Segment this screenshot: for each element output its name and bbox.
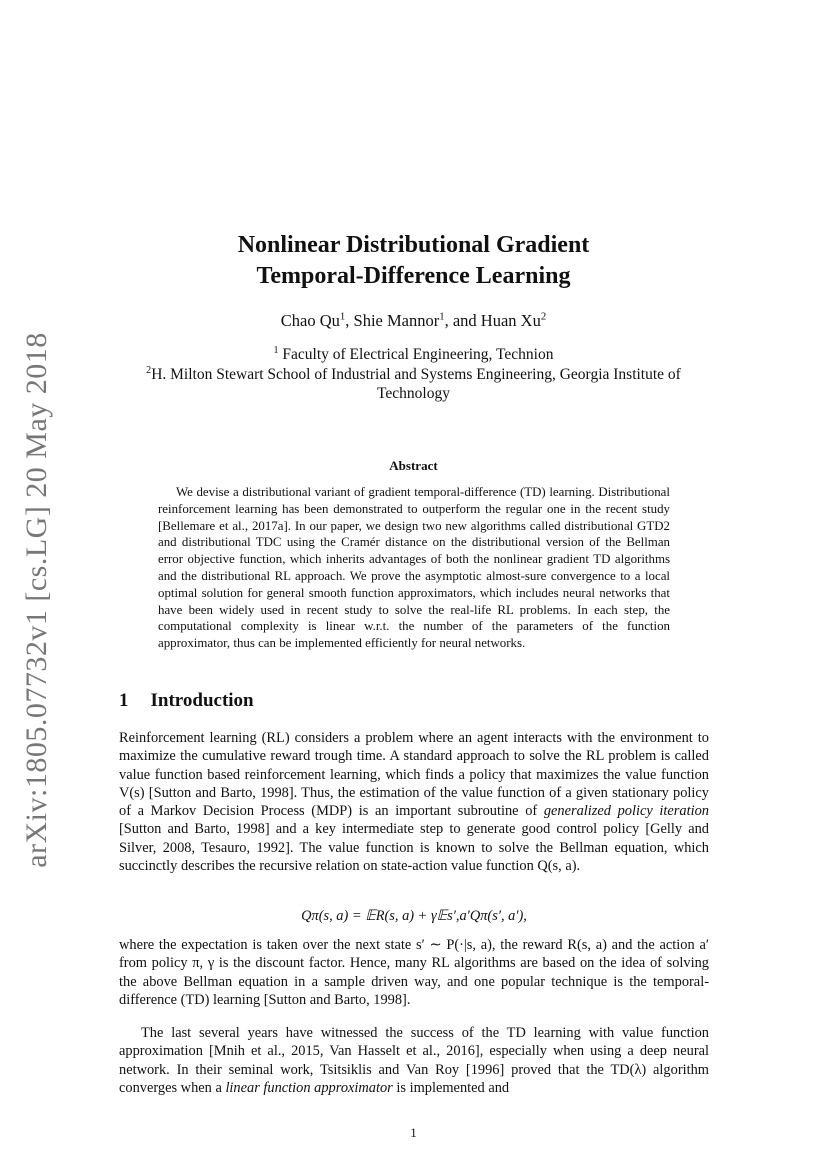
title-line-1: Nonlinear Distributional Gradient [237,232,590,258]
affiliation-text: H. Milton Stewart School of Industrial and Systems Engineering, Georgia Institute of Technology [151,365,681,402]
author-list [150,311,677,331]
emphasis-text: linear function approximator [225,1079,393,1096]
author-affiliation-mark: 1 [439,310,445,323]
intro-paragraph-2: where the expectation is taken over the next state s′ ∼ P(·|s, a), the reward R(s, a) and the action a′ from policy π, γ is the discount factor. Hence, many RL algorithms are based on the idea of solving the above Bellman equation in a sample driven way, and one popular technique is the temporal-difference (TD) learning [Sutton and Barto, 1998]. [119,937,709,1008]
paragraph-text: The last several years have witnessed the success of the TD learning with value function approximation [Mnih et al., 2015, Van Hasselt et al., 2016], especially when using a deep neural network. In their seminal work, Tsitsiklis and Van Roy [1996] proved that the TD(λ) algorithm converges when a [119,1025,709,1096]
affiliation-2 [120,365,707,404]
paper-title [150,230,677,292]
author-name: Chao Qu [280,311,340,330]
affiliation-1 [120,345,707,365]
author-affiliation-mark: 1 [339,310,346,323]
abstract-heading: Abstract [389,458,438,473]
section-number: 1 [119,690,129,711]
intro-paragraph-3 [119,1024,709,1097]
affiliations [120,345,707,404]
arxiv-identifier [14,332,60,868]
author-affiliation-mark: 2 [540,310,547,323]
title-line-2: Temporal-Difference Learning [256,263,571,289]
author-name: Shie Mannor [353,311,440,330]
emphasis-text: generalized policy iteration [543,803,709,820]
intro-paragraph-1 [119,729,709,875]
author-name: Huan Xu [480,311,541,330]
page-number: 1 [410,1125,417,1140]
author-separator: , and [444,311,481,330]
section-heading [119,690,254,712]
paragraph-text: Reinforcement learning (RL) considers a problem where an agent interacts with the environment to maximize the cumulative reward trough time. A standard approach to solve the RL problem is called value function based reinforcement learning, which finds a policy that maximizes the value function V(s) [Sutton and Barto, 1998]. Thus, the estimation of the value function of a given stationary policy of a Markov Decision Process (MDP) is an important subroutine of [119,730,709,820]
affiliation-text: Faculty of Electrical Engineering, Technion [278,346,554,363]
paragraph-text: is implemented and [392,1079,510,1096]
affiliation-mark: 1 [273,344,279,356]
abstract-body: We devise a distributional variant of gradient temporal-difference (TD) learning. Distributional reinforcement learning has been demonstrated to outperform the regular one in the recent study [Bellemare et al., 2017a]. In our paper, we design two new algorithms called distributional GTD2 and distributional TDC using the Cramér distance on the distributional version of the Bellman error objective function, which inherits advantages of both the nonlinear gradient TD algorithms and the distributional RL approach. We prove the asymptotic almost-sure convergence to a local optimal solution for general smooth function approximators, which includes neural networks that have been widely used in recent study to solve the real-life RL problems. In each step, the computational complexity is linear w.r.t. the number of the parameters of the function approximator, thus can be implemented efficiently for neural networks. [158,485,670,651]
author-separator: , [345,311,354,330]
section-title: Introduction [150,690,254,711]
affiliation-mark: 2 [146,364,152,376]
paragraph-text: [Sutton and Barto, 1998] and a key intermediate step to generate good control policy [Gelly and Silver, 2008, Tesauro, 1992]. The value function is known to solve the Bellman equation, which succinctly describes the recursive relation on state-action value function Q(s, a). [119,821,709,875]
bellman-equation: Qπ(s, a) = 𝔼R(s, a) + γ𝔼s′,a′Qπ(s′, a′), [301,908,527,924]
arxiv-identifier-text: arXiv:1805.07732v1 [cs.LG] 20 May 2018 [20,332,53,868]
